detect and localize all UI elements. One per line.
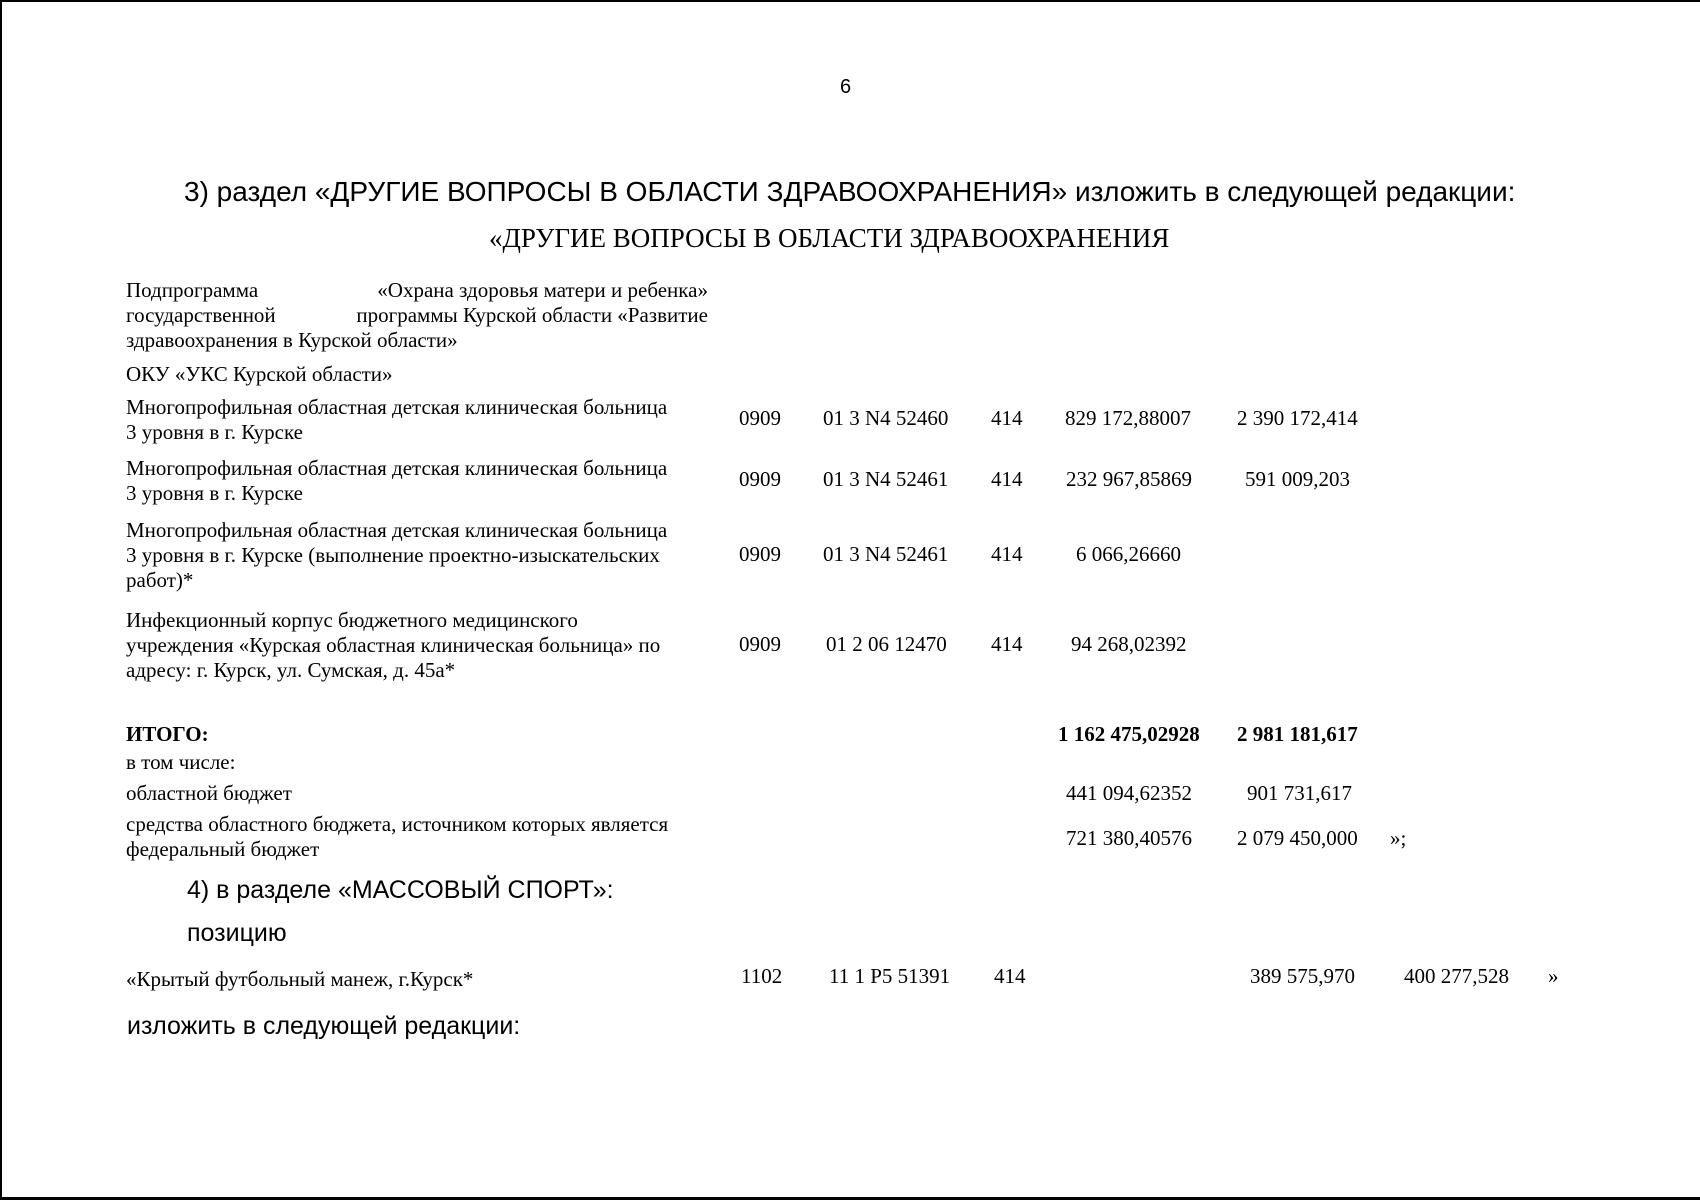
row-sum-2020: 232 967,85869 <box>1066 467 1192 491</box>
totals-label: ИТОГО: <box>126 722 209 746</box>
page-number: 6 <box>840 76 852 98</box>
section4-item-sum-1: 389 575,970 <box>1250 964 1355 988</box>
row-sum-2021: 591 009,203 <box>1245 467 1350 491</box>
subprogram-line-1 <box>126 278 708 303</box>
organization-name: ОКУ «УКС Курской области» <box>126 362 393 386</box>
table-row-name <box>126 518 716 593</box>
section4-item-name: «Крытый футбольный манеж, г.Курск* <box>126 967 474 991</box>
row-expense-type: 414 <box>991 632 1023 656</box>
table-row-name <box>126 395 716 445</box>
federal-budget-line: средства областного бюджета, источником которых является <box>126 812 669 836</box>
subprogram-line-2b: программы Курской области «Развитие <box>356 303 708 327</box>
table-row-name <box>126 608 716 683</box>
row-name-line: адресу: г. Курск, ул. Сумская, д. 45а* <box>126 658 456 682</box>
federal-budget-label <box>126 812 726 862</box>
row-target-code: 01 2 06 12470 <box>826 632 947 656</box>
section4-heading: 4) в разделе «МАССОВЫЙ СПОРТ»: <box>187 876 614 904</box>
row-sum-2021: 2 390 172,414 <box>1237 406 1358 430</box>
row-name-line: учреждения «Курская областная клиническая больница» по <box>126 633 661 657</box>
row-section-code: 0909 <box>739 632 781 656</box>
row-sum-2020: 94 268,02392 <box>1071 632 1187 656</box>
row-expense-type: 414 <box>991 467 1023 491</box>
row-name-line: 3 уровня в г. Курске (выполнение проектно-изыскательских <box>126 543 660 567</box>
subprogram-line-2a: государственной <box>126 303 276 327</box>
row-expense-type: 414 <box>991 406 1023 430</box>
section-instruction: 3) раздел «ДРУГИЕ ВОПРОСЫ В ОБЛАСТИ ЗДРАВООХРАНЕНИЯ» изложить в следующей редакции: <box>184 176 1516 207</box>
section4-outro: изложить в следующей редакции: <box>127 1012 521 1040</box>
row-name-line: 3 уровня в г. Курске <box>126 481 303 505</box>
section4-item-expense-type: 414 <box>994 964 1026 988</box>
closing-quote: »; <box>1390 826 1407 850</box>
subprogram-line-1b: «Охрана здоровья матери и ребенка» <box>377 278 708 302</box>
row-target-code: 01 3 N4 52461 <box>823 542 949 566</box>
row-target-code: 01 3 N4 52460 <box>823 406 949 430</box>
row-name-line: Многопрофильная областная детская клиническая больница <box>126 395 668 419</box>
row-name-line: Инфекционный корпус бюджетного медицинского <box>126 608 578 632</box>
regional-budget-sum-2020: 441 094,62352 <box>1066 781 1192 805</box>
totals-sum-2021: 2 981 181,617 <box>1237 722 1358 746</box>
section4-item-section-code: 1102 <box>741 964 783 988</box>
subprogram-line-1a: Подпрограмма <box>126 278 259 302</box>
subprogram-line-2 <box>126 303 708 328</box>
row-expense-type: 414 <box>991 542 1023 566</box>
section4-item-target-code: 11 1 P5 51391 <box>829 964 951 988</box>
federal-budget-sum-2021: 2 079 450,000 <box>1237 826 1358 850</box>
totals-sum-2020: 1 162 475,02928 <box>1058 722 1200 746</box>
section4-item-sum-2: 400 277,528 <box>1404 964 1509 988</box>
subprogram-line-3: здравоохранения в Курской области» <box>126 328 458 352</box>
regional-budget-sum-2021: 901 731,617 <box>1247 781 1352 805</box>
row-name-line: Многопрофильная областная детская клиническая больница <box>126 456 668 480</box>
section4-position-label: позицию <box>187 919 287 947</box>
federal-budget-line: федеральный бюджет <box>126 837 320 861</box>
row-name-line: 3 уровня в г. Курске <box>126 420 303 444</box>
row-name-line: работ)* <box>126 568 194 592</box>
section4-closing-quote: » <box>1548 964 1559 988</box>
row-sum-2020: 829 172,88007 <box>1065 406 1191 430</box>
row-section-code: 0909 <box>739 542 781 566</box>
row-section-code: 0909 <box>739 467 781 491</box>
table-row-name <box>126 456 716 506</box>
row-sum-2020: 6 066,26660 <box>1076 542 1181 566</box>
totals-including-label: в том числе: <box>126 750 236 774</box>
row-target-code: 01 3 N4 52461 <box>823 467 949 491</box>
regional-budget-label: областной бюджет <box>126 781 292 805</box>
subprogram-text <box>126 278 708 353</box>
section-title: «ДРУГИЕ ВОПРОСЫ В ОБЛАСТИ ЗДРАВООХРАНЕНИЯ <box>489 223 1170 253</box>
row-name-line: Многопрофильная областная детская клиническая больница <box>126 518 668 542</box>
federal-budget-sum-2020: 721 380,40576 <box>1066 826 1192 850</box>
row-section-code: 0909 <box>739 406 781 430</box>
